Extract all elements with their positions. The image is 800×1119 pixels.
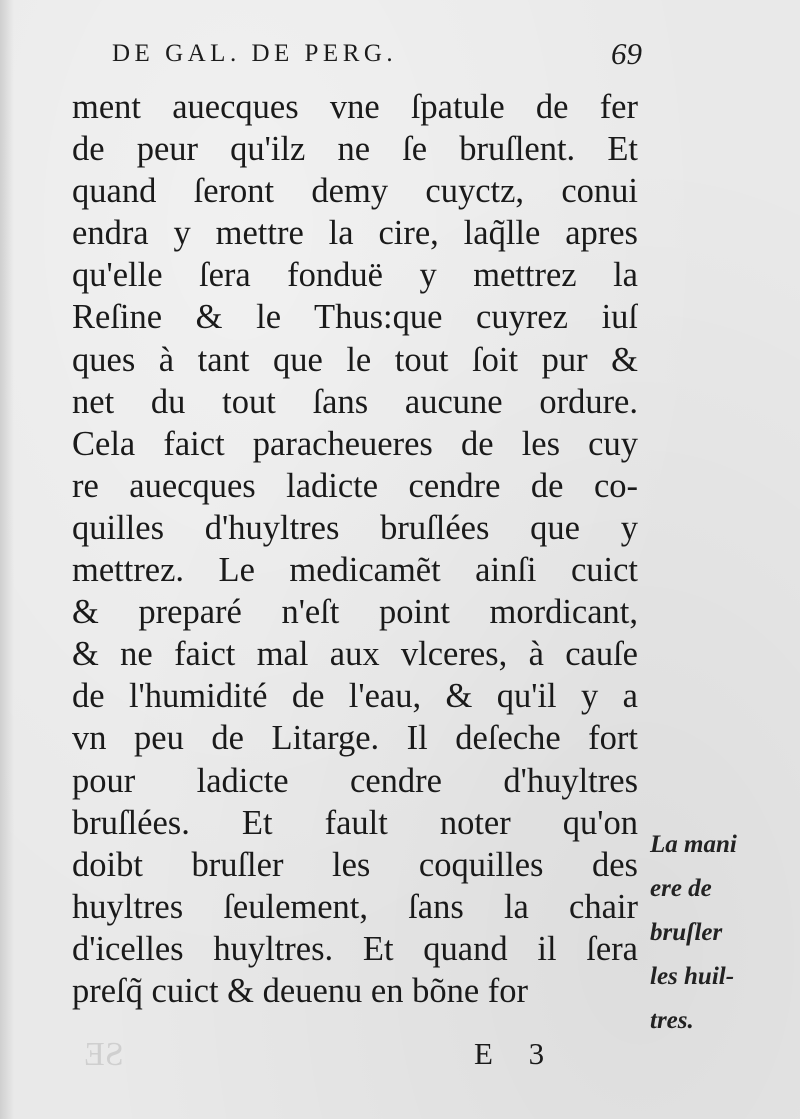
text-line: & preparé n'eſt point mordicant, [72,593,638,632]
margin-note-line: La mani [650,831,737,858]
text-line: quand ſeront demy cuyctz, conui [72,172,638,211]
text-line: & ne faict mal aux vlceres, à cauſe [72,635,638,674]
text-line: doibt bruſler les coquilles des [72,845,638,884]
text-line: qu'elle ſera fonduë y mettrez la [72,256,638,295]
running-head-title: DE GAL. DE PERG. [112,40,398,67]
text-line: re auecques ladicte cendre de co- [72,466,638,505]
text-line: ques à tant que le tout ſoit pur & [72,340,638,379]
text-line: d'icelles huyltres. Et quand il ſera [72,929,638,968]
text-line: net du tout ſans aucune ordure. [72,382,638,421]
text-line: pour ladicte cendre d'huyltres [72,761,638,800]
text-line: bruſlées. Et fault noter qu'on [72,803,638,842]
page-gutter-shadow [0,0,14,1119]
text-line: ment auecques vne ſpatule de fer [72,88,638,126]
text-line: mettrez. Le medicamẽt ainſi cuict [72,551,638,590]
text-line: quilles d'huyltres bruſlées que y [72,508,638,547]
bleed-through-text: SE [84,1036,124,1073]
running-head [112,38,642,78]
signature-mark: E 3 [474,1036,545,1071]
text-line: huyltres ſeulement, ſans la chair [72,887,638,926]
margin-note-line: bruſler [650,919,723,946]
text-line: de peur qu'ilz ne ſe bruſlent. Et [72,130,638,169]
text-line: endra y mettre la cire, laq̃lle apres [72,214,638,253]
text-line: Reſine & le Thus:que cuyrez iuſ [72,298,638,337]
text-line: Cela faict paracheueres de les cuy [72,424,638,463]
text-line: vn peu de Litarge. Il deſeche fort [72,719,638,758]
margin-note-line: ere de [650,875,712,902]
margin-note-line: les huil- [650,963,735,990]
page-number: 69 [611,36,642,71]
margin-note [650,823,790,1043]
text-line: preſq̃ cuict & deuenu en bõne for [72,971,528,1010]
body-text [72,86,638,1012]
margin-note-line: tres. [650,1007,694,1034]
text-line: de l'humidité de l'eau, & qu'il y a [72,677,638,716]
